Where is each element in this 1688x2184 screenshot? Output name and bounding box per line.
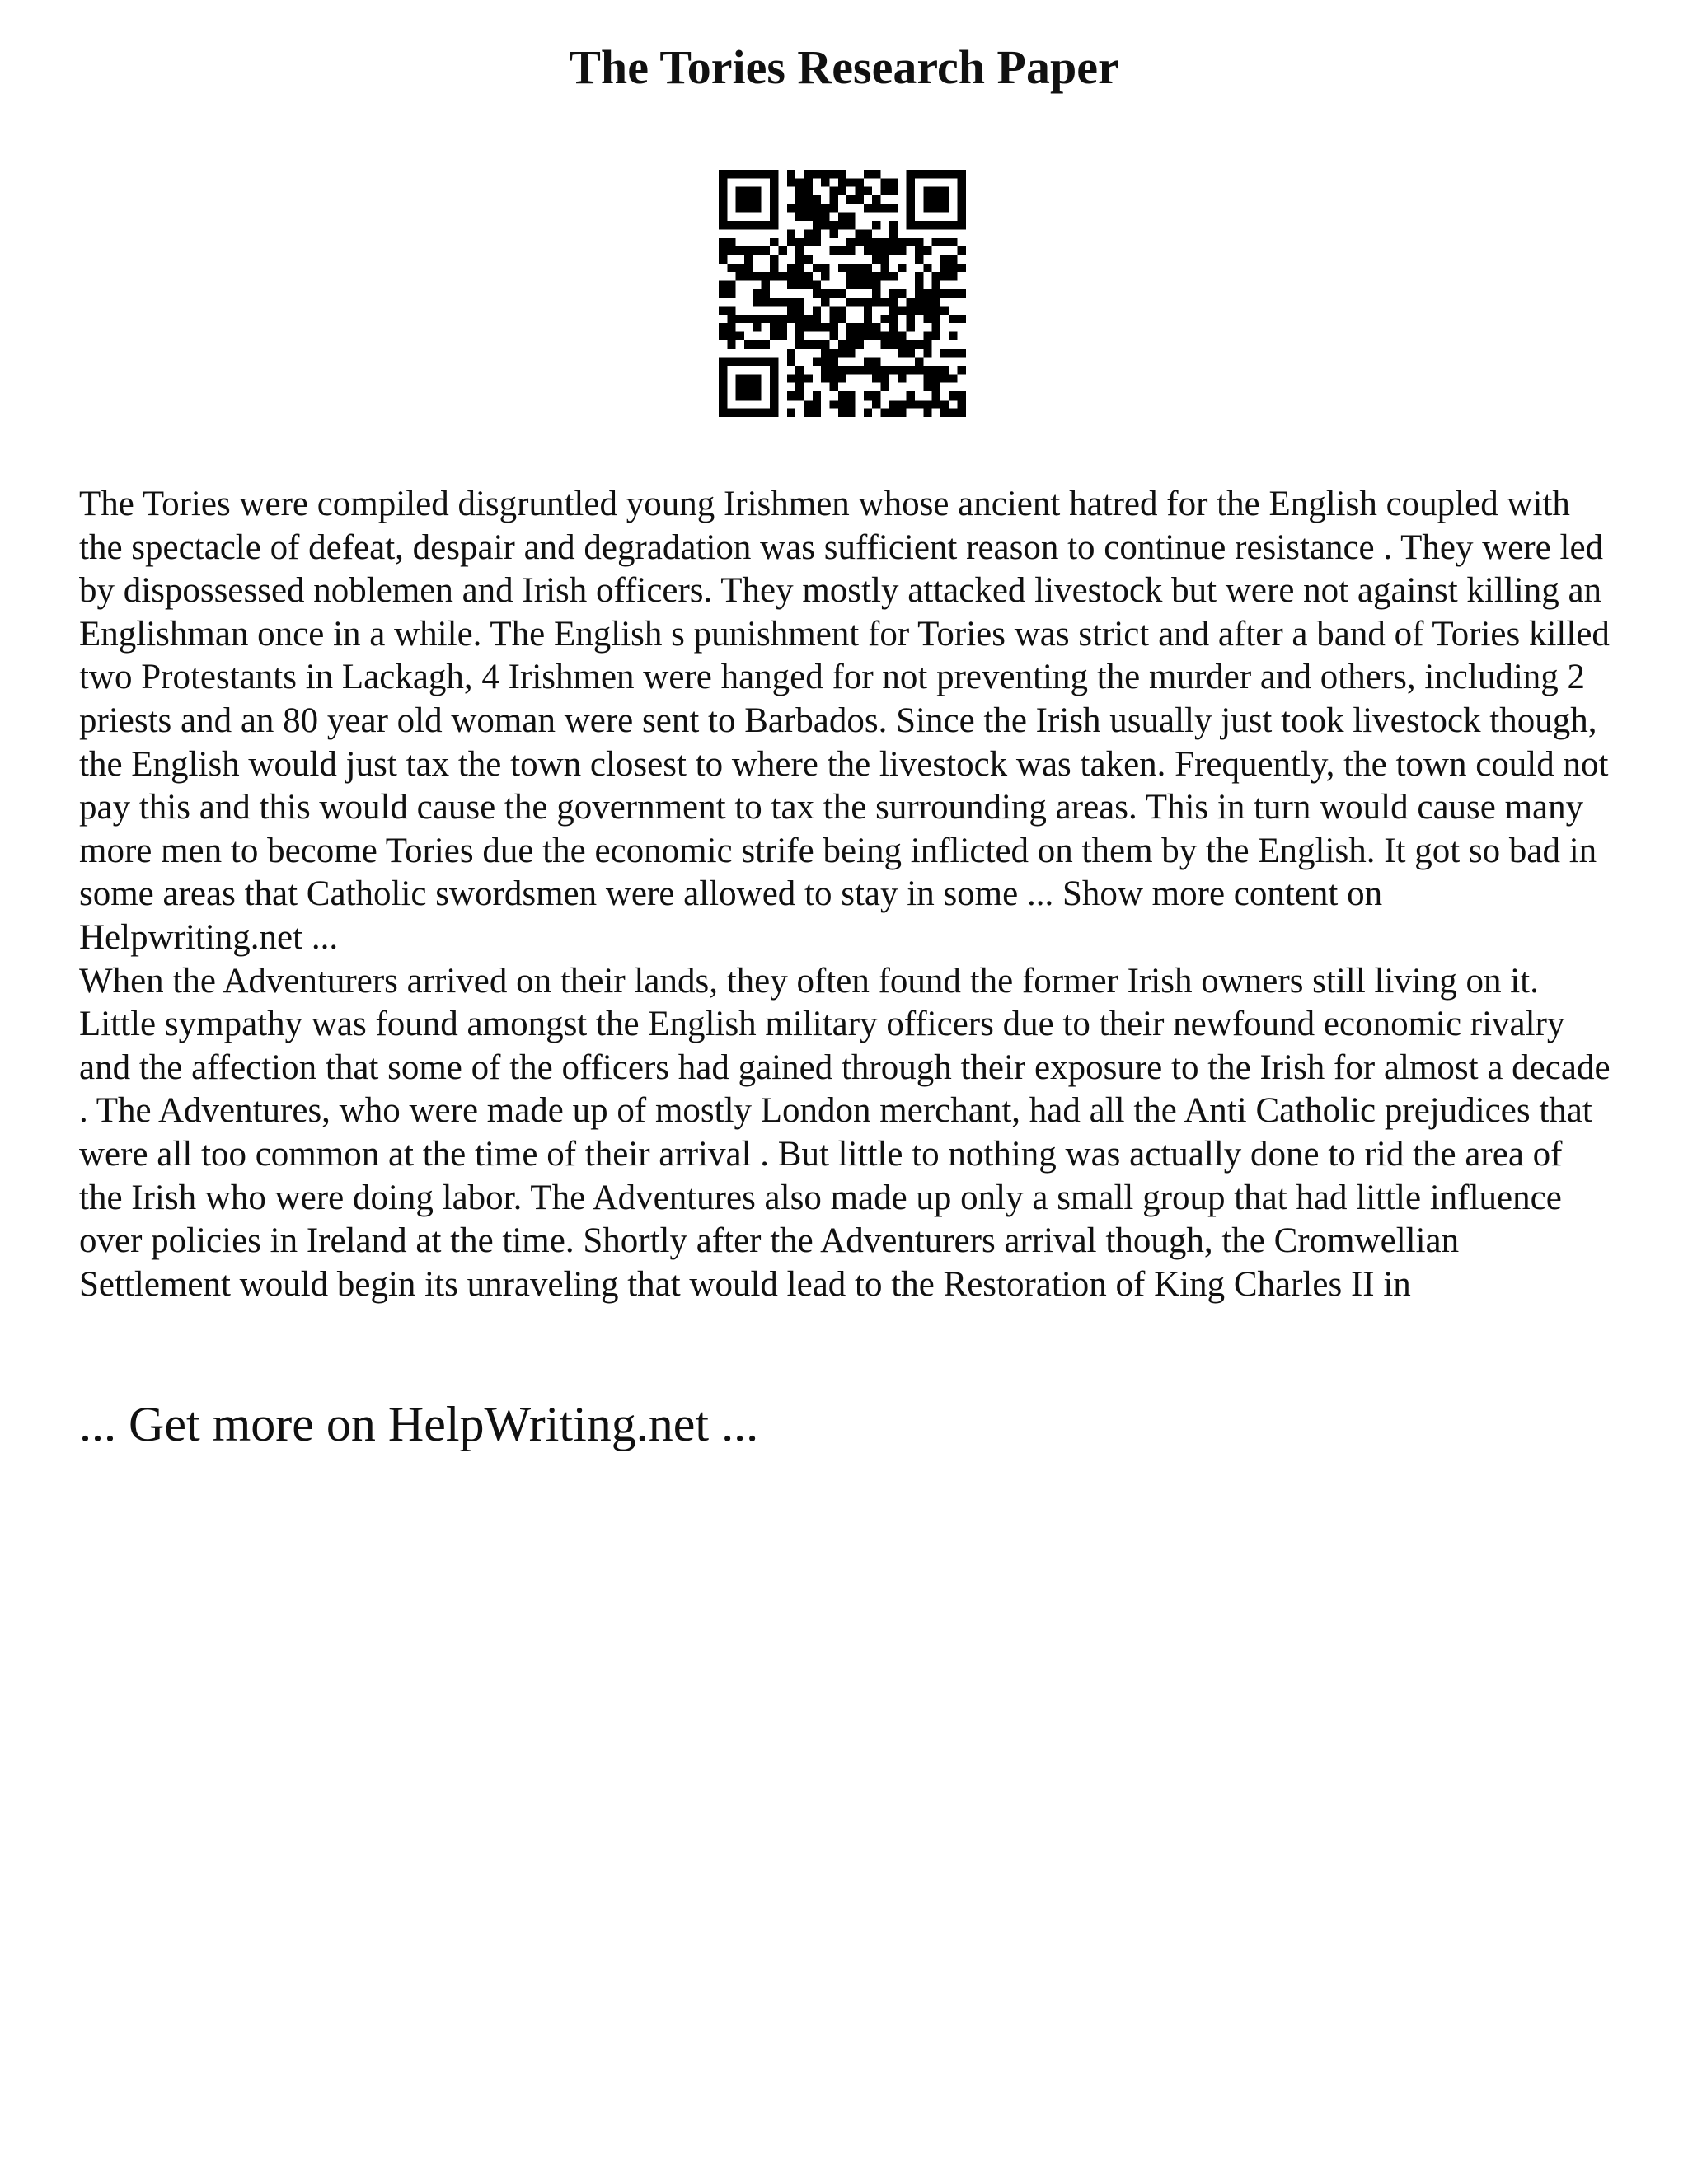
- paragraph-1: The Tories were compiled disgruntled young Irishmen whose ancient hatred for the English coupled with the spectacle of defeat, despair and degradation was sufficient reason to continue resistance . They were led by dispossessed noblemen and Irish officers. They mostly attacked livestock but were not against killing an Englishman once in a while. The English s punishment for Tories was strict and after a band of Tories killed two Protestants in Lackagh, 4 Irishmen were hanged for not preventing the murder and others, including 2 priests and an 80 year old woman were sent to Barbados. Since the Irish usually just took livestock though, the English would just tax the town closest to where the livestock was taken. Frequently, the town could not pay this and this would cause the government to tax the surrounding areas. This in turn would cause many more men to become Tories due the economic strife being inflicted on them by the English. It got so bad in some areas that Catholic swordsmen were allowed to stay in some ... Show more content on Helpwriting.net ...: [79, 485, 1610, 957]
- paragraph-2: When the Adventurers arrived on their lands, they often found the former Irish owners still living on it. Little sympathy was found amongst the English military officers due to their newfound economic rivalry and the affection that some of the officers had gained through their exposure to the Irish for almost a decade . The Adventures, who were made up of mostly London merchant, had all the Anti Catholic prejudices that were all too common at the time of their arrival . But little to nothing was actually done to rid the area of the Irish who were doing labor. The Adventures also made up only a small group that had little influence over policies in Ireland at the time. Shortly after the Adventurers arrival though, the Cromwellian Settlement would begin its unraveling that would lead to the Restoration of King Charles II in: [79, 961, 1611, 1304]
- article-body: [79, 483, 1612, 1306]
- qr-code-graphic: [719, 170, 966, 417]
- page-title: The Tories Research Paper: [569, 40, 1119, 94]
- qr-code-icon: [719, 170, 966, 417]
- get-more-link[interactable]: ... Get more on HelpWriting.net ...: [79, 1397, 759, 1451]
